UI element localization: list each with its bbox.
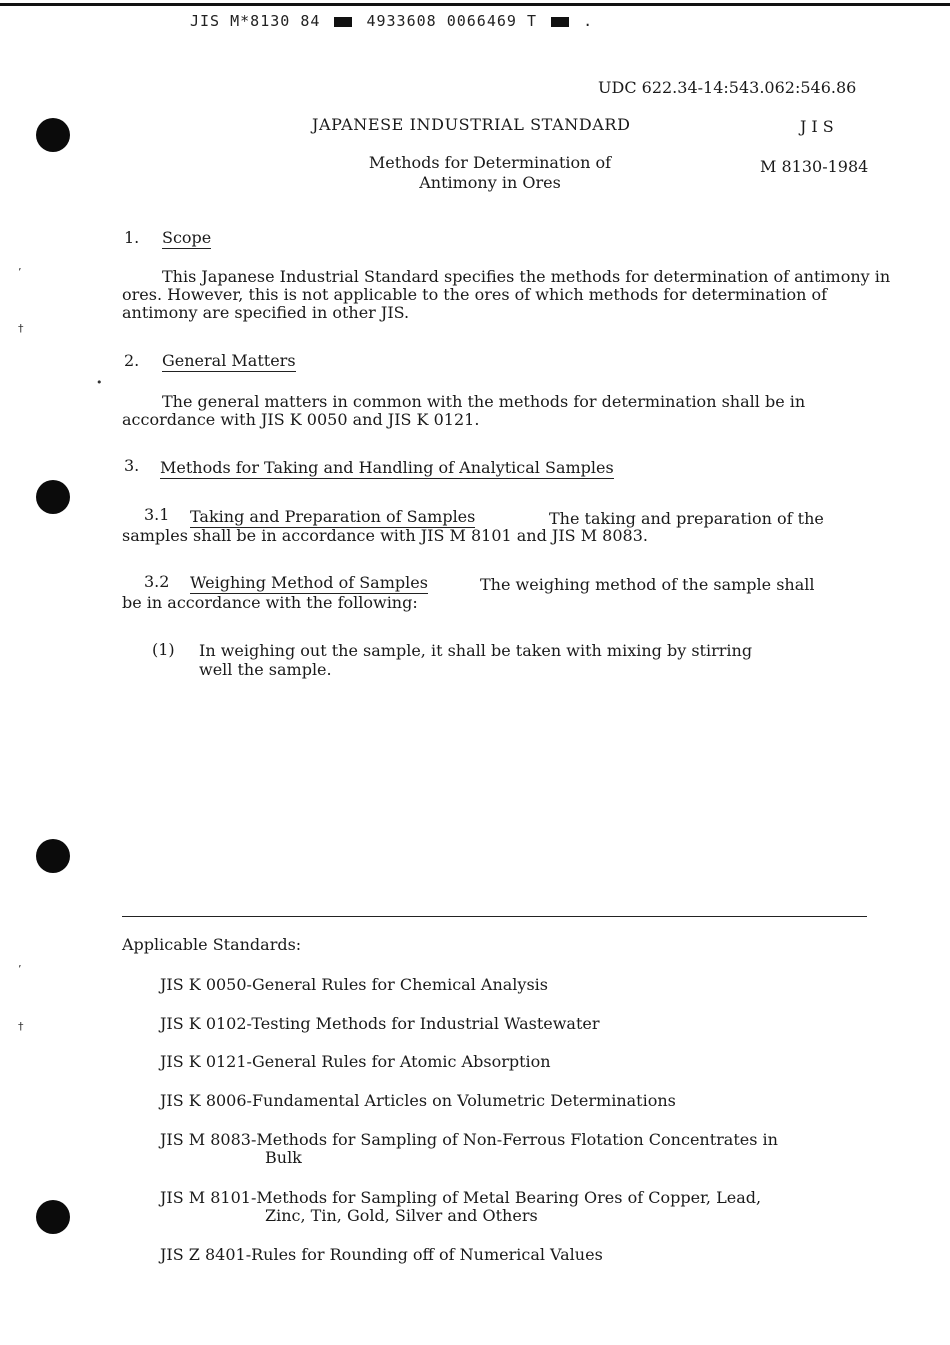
- applicable-standard-line1: JIS Z 8401-Rules for Rounding off of Numerical Values: [160, 1245, 603, 1264]
- item-1-number: (1): [152, 640, 175, 659]
- binder-hole-2: [36, 480, 70, 514]
- binder-hole-3: [36, 839, 70, 873]
- item-1-text-line2: well the sample.: [199, 660, 332, 679]
- section-2-number: 2.: [124, 351, 140, 370]
- item-1-text-line1: In weighing out the sample, it shall be taken with mixing by stirring: [199, 641, 753, 660]
- scan-speck-3: •: [96, 376, 103, 389]
- applicable-standard-item: [160, 1189, 860, 1225]
- header-code-part3: .: [583, 12, 594, 30]
- jis-mark: JIS: [800, 117, 839, 136]
- applicable-standard-line2: Zinc, Tin, Gold, Silver and Others: [265, 1206, 538, 1225]
- applicable-standard-line1: JIS K 0121-General Rules for Atomic Absorption: [160, 1052, 551, 1071]
- section-3-number: 3.: [124, 456, 140, 475]
- scan-speck-2: †: [18, 322, 24, 335]
- document-title-line1: Methods for Determination of: [368, 153, 612, 172]
- applicable-standards-title: Applicable Standards:: [122, 935, 302, 954]
- section-3-heading: Methods for Taking and Handling of Analytical Samples: [160, 458, 614, 477]
- document-title: [340, 153, 640, 193]
- header-code-part2: 4933608 0066469 T: [366, 12, 537, 30]
- subsection-3-2-number: 3.2: [144, 572, 170, 591]
- applicable-standard-line1: JIS K 8006-Fundamental Articles on Volumetric Determinations: [160, 1091, 676, 1110]
- subsection-3-2-text-line1: The weighing method of the sample shall: [480, 575, 815, 594]
- applicable-standard-item: [160, 1092, 860, 1110]
- subsection-3-1-heading: Taking and Preparation of Samples: [190, 507, 476, 526]
- section-1-text: This Japanese Industrial Standard specifies the methods for determination of antimony in ores. However, this is not applicable to the ores of which methods for determination of antimony are specified in other JIS.: [122, 267, 891, 322]
- footnote-separator: [122, 916, 867, 917]
- applicable-standard-line2: Bulk: [265, 1148, 302, 1167]
- applicable-standard-item: [160, 1015, 860, 1033]
- applicable-standard-item: [160, 976, 860, 994]
- scan-speck-4: ’: [18, 963, 22, 976]
- subsection-3-1-text-line2: samples shall be in accordance with JIS M 8101 and JIS M 8083.: [122, 526, 648, 545]
- section-2-text: The general matters in common with the methods for determination shall be in accordance with JIS K 0050 and JIS K 0121.: [122, 392, 806, 429]
- standard-number: M 8130-1984: [760, 157, 869, 176]
- subsection-3-2-heading: Weighing Method of Samples: [190, 573, 428, 592]
- header-code-part1: JIS M*8130 84: [190, 12, 321, 30]
- udc-code: UDC 622.34-14:543.062:546.86: [598, 78, 857, 97]
- header-catalog-code: [190, 12, 593, 30]
- subsection-3-2-text-line2: be in accordance with the following:: [122, 593, 418, 612]
- standard-title: JAPANESE INDUSTRIAL STANDARD: [312, 115, 631, 134]
- redaction-block-2: [551, 17, 569, 27]
- top-border-rule: [0, 3, 950, 6]
- applicable-standard-line1: JIS K 0102-Testing Methods for Industrial Wastewater: [160, 1014, 600, 1033]
- section-1-number: 1.: [124, 228, 140, 247]
- section-2-heading: General Matters: [162, 351, 296, 370]
- document-title-line2: Antimony in Ores: [419, 173, 561, 192]
- applicable-standard-line1: JIS M 8083-Methods for Sampling of Non-Ferrous Flotation Concentrates in: [160, 1130, 778, 1149]
- applicable-standard-item: [160, 1053, 860, 1071]
- redaction-block-1: [334, 17, 352, 27]
- section-1-heading: Scope: [162, 228, 212, 247]
- applicable-standard-line1: JIS K 0050-General Rules for Chemical Analysis: [160, 975, 548, 994]
- subsection-3-1-number: 3.1: [144, 505, 170, 524]
- applicable-standard-item: [160, 1246, 860, 1264]
- applicable-standard-item: [160, 1131, 860, 1167]
- binder-hole-1: [36, 118, 70, 152]
- binder-hole-4: [36, 1200, 70, 1234]
- scan-speck-5: †: [18, 1020, 24, 1033]
- subsection-3-1-text-line1: The taking and preparation of the: [549, 509, 824, 528]
- scan-speck-1: ’: [18, 266, 22, 279]
- applicable-standard-line1: JIS M 8101-Methods for Sampling of Metal Bearing Ores of Copper, Lead,: [160, 1188, 762, 1207]
